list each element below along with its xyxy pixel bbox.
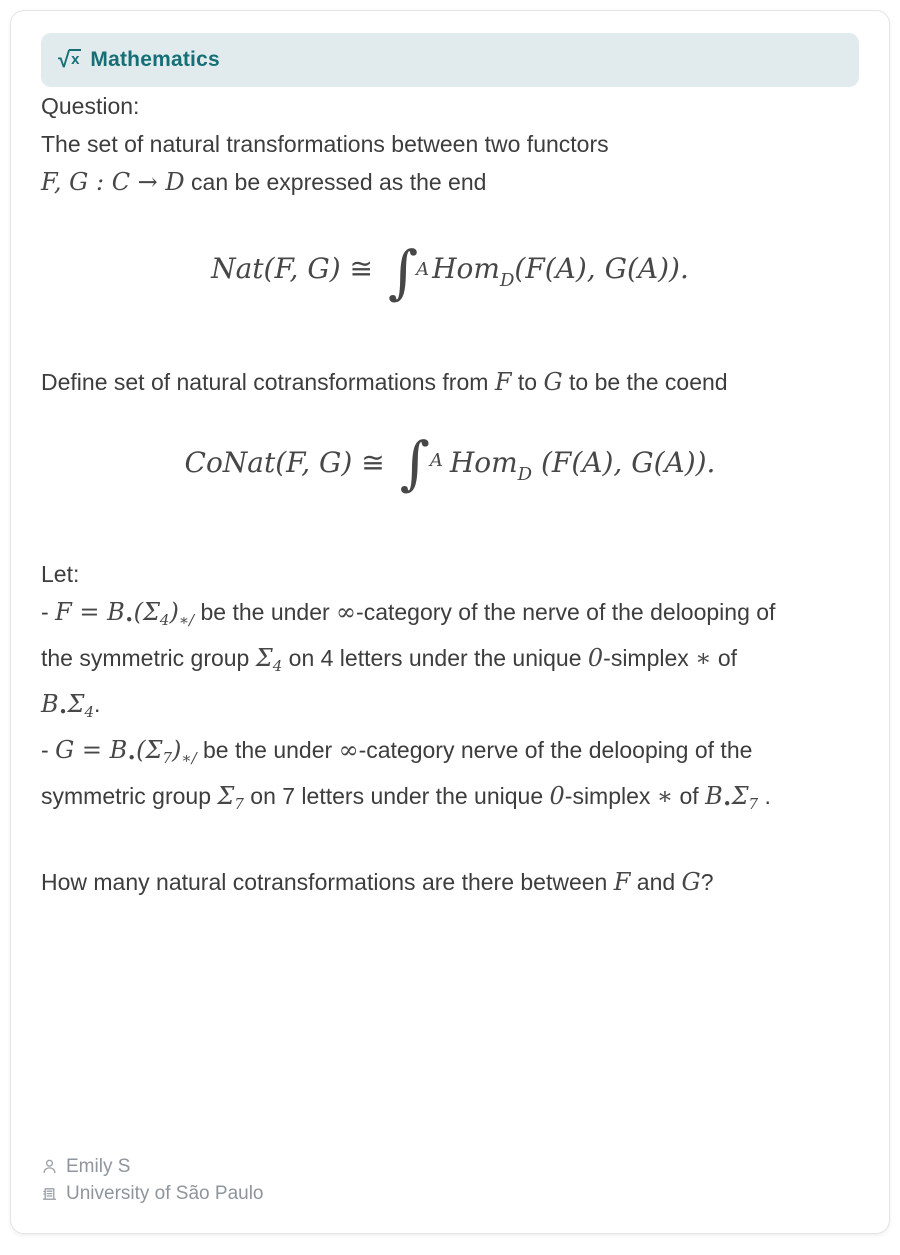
text-run: of — [673, 783, 706, 809]
math-subscript: • — [127, 749, 137, 767]
math-subscript: ∗/ — [181, 749, 197, 767]
text-run: of — [711, 645, 738, 671]
text-run: and — [630, 869, 682, 895]
math-run: Σ — [217, 782, 235, 810]
affiliation-row — [41, 1180, 859, 1207]
math-subscript: D — [517, 464, 533, 485]
math-run: CoNat(F, G) — [184, 446, 353, 479]
integral-limit: A — [429, 449, 443, 471]
math-run: G — [681, 868, 701, 896]
integral-glyph: ∫ — [387, 237, 419, 306]
text-run: -simplex — [603, 645, 696, 671]
conat-coend-equation — [41, 427, 859, 511]
sqrt-x-glyph: x — [71, 51, 80, 68]
text-run: Define set of natural cotransformations from — [41, 369, 495, 395]
text-run: ? — [700, 869, 714, 895]
math-run: 0 — [587, 644, 604, 672]
math-run: G = B — [55, 736, 128, 764]
math-run: F, G : C → D — [41, 168, 185, 196]
math-run: F — [494, 368, 512, 396]
integral-sign — [399, 428, 443, 497]
math-subscript: 4 — [272, 657, 283, 675]
math-run: Hom — [432, 252, 500, 285]
text-run: on 4 letters under the unique — [282, 645, 588, 671]
text-run: be the under — [196, 737, 339, 763]
text-run: be the under — [194, 599, 337, 625]
math-subscript: 7 — [748, 795, 759, 813]
text-run: to be the coend — [562, 369, 728, 395]
math-run: ∞ — [338, 736, 359, 764]
text-run: . — [758, 783, 771, 809]
text-run: can be expressed as the end — [184, 169, 487, 195]
affiliation-name: University of São Paulo — [66, 1183, 264, 1204]
math-subscript: • — [58, 703, 68, 721]
math-subscript: ∗/ — [178, 611, 195, 629]
author-name: Emily S — [66, 1156, 131, 1177]
final-question — [41, 863, 859, 901]
text-run: -category nerve of the delooping of the symmetric group — [41, 737, 753, 809]
text-run: . — [94, 691, 101, 717]
math-subscript: 4 — [159, 611, 170, 629]
person-icon — [41, 1158, 58, 1175]
intro-paragraph — [41, 125, 741, 201]
integral-limit: A — [416, 258, 430, 280]
define-paragraph — [41, 363, 859, 401]
math-run: (Σ — [133, 598, 160, 626]
math-run: ∗ — [695, 644, 712, 672]
nat-end-equation — [41, 233, 859, 317]
math-run: ∗ — [656, 782, 674, 810]
author-row — [41, 1153, 859, 1180]
text-run: - — [41, 599, 56, 625]
math-run: F — [613, 868, 631, 896]
bullet-functor-f — [41, 593, 793, 731]
math-run: (Σ — [136, 736, 163, 764]
math-run: F = B — [55, 598, 125, 626]
math-subscript: • — [124, 611, 134, 629]
text-run: - — [41, 737, 56, 763]
math-run: Hom — [449, 446, 518, 479]
subject-badge — [41, 33, 859, 87]
math-run: B — [41, 690, 59, 718]
integral-glyph: ∫ — [399, 428, 430, 497]
text-run: to — [511, 369, 544, 395]
question-card — [10, 10, 890, 1234]
subject-badge-label: Mathematics — [90, 48, 220, 71]
text-run: The set of natural transformations between two functors — [41, 131, 609, 157]
sqrt-radical-glyph: √ — [58, 47, 71, 72]
question-heading: Question: — [41, 93, 140, 119]
math-symbol: ≅ — [352, 446, 394, 479]
math-run: Σ — [731, 782, 749, 810]
math-run: Σ — [67, 690, 85, 718]
math-run: ) — [169, 598, 179, 626]
integral-sign — [387, 237, 430, 306]
math-run: G — [543, 368, 563, 396]
math-run: ) — [172, 736, 182, 764]
math-symbol: ≅ — [340, 252, 382, 285]
math-subscript: D — [499, 270, 515, 291]
math-subscript: • — [722, 795, 732, 813]
math-run: B — [705, 782, 723, 810]
math-run: (F(A), G(A)). — [514, 252, 689, 285]
math-subscript: 7 — [162, 749, 172, 767]
text-run: -simplex — [564, 783, 657, 809]
text-run: on 7 letters under the unique — [243, 783, 550, 809]
math-run: Nat(F, G) — [211, 252, 341, 285]
math-subscript: 7 — [234, 795, 244, 813]
sqrt-x-icon — [58, 49, 81, 71]
math-run: 0 — [549, 782, 565, 810]
question-body — [41, 87, 859, 901]
text-run: -category of the nerve of the delooping of the symmetric group — [41, 599, 776, 671]
university-icon — [41, 1185, 58, 1202]
let-heading: Let: — [41, 561, 80, 587]
math-subscript: 4 — [84, 703, 95, 721]
attribution-footer — [41, 1133, 859, 1207]
math-run: Σ — [255, 644, 273, 672]
math-run: (F(A), G(A)). — [532, 446, 716, 479]
text-run: How many natural cotransformations are there between — [41, 869, 614, 895]
bullet-functor-g — [41, 731, 793, 823]
math-run: ∞ — [336, 598, 357, 626]
